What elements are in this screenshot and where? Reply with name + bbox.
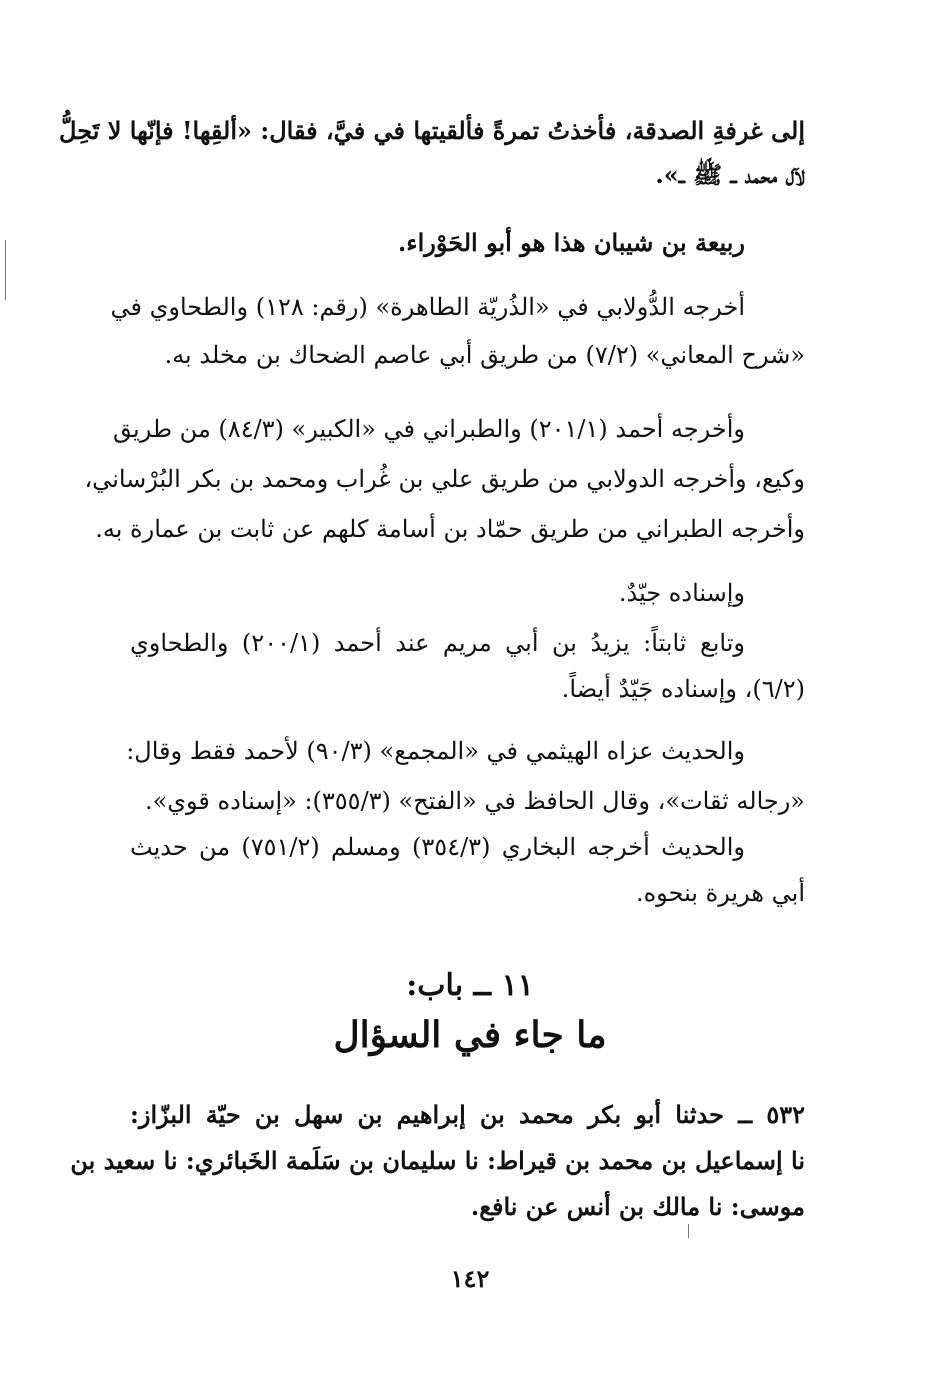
hadith-line: نا إسماعيل بن محمد بن قيراط: نا سليمان بن سَلَمة الخَبائري: نا سعيد بن <box>70 1146 805 1175</box>
text-line: وإسناده جيّدٌ. <box>618 579 745 607</box>
text-line: أخرجه الدُّولابي في «الذُريّة الطاهرة» (رقم: ١٢٨) والطحاوي في <box>110 293 745 321</box>
text-line: «شرح المعاني» (٧/٢) من طريق أبي عاصم الضحاك بن مخلد به. <box>164 341 805 369</box>
text-line: وأخرجه أحمد (٢٠١/١) والطبراني في «الكبير» (٨٤/٣) من طريق <box>113 415 745 443</box>
text-line: (٦/٢)، وإسناده جَيّدٌ أيضاً. <box>561 675 805 703</box>
page-number: ١٤٢ <box>450 1264 490 1293</box>
text-line: وتابع ثابتاً: يزيدُ بن أبي مريم عند أحمد (٢٠٠/١) والطحاوي <box>130 629 745 657</box>
hadith-line: ٥٣٢ ــ حدثنا أبو بكر محمد بن إبراهيم بن سهل بن حيّة البزّاز: <box>130 1100 805 1129</box>
hadith-line: موسى: نا مالك بن أنس عن نافع. <box>470 1192 805 1221</box>
scan-mark <box>5 240 6 300</box>
text-line: والحديث عزاه الهيثمي في «المجمع» (٩٠/٣) لأحمد فقط وقال: <box>126 737 745 765</box>
text-line: أبي هريرة بنحوه. <box>635 879 805 907</box>
chapter-number: ١١ ــ باب: <box>406 968 534 1003</box>
scan-mark <box>688 1224 689 1238</box>
chapter-title: ما جاء في السؤال <box>333 1014 607 1056</box>
text-line: وأخرجه الطبراني من طريق حمّاد بن أسامة كلهم عن ثابت بن عمارة به. <box>95 515 805 543</box>
text-line: لآل محمد ــ ﷺ ــ». <box>655 160 805 189</box>
text-line: ربيعة بن شيبان هذا هو أبو الحَوْراء. <box>397 228 745 257</box>
text-line: وكيع، وأخرجه الدولابي من طريق علي بن غُراب ومحمد بن بكر البُرْساني، <box>84 465 805 493</box>
text-line: والحديث أخرجه البخاري (٣٥٤/٣) ومسلم (٧٥١/٢) من حديث <box>130 833 745 861</box>
text-line: «رجاله ثقات»، وقال الحافظ في «الفتح» (٣٥٥/٣): «إسناده قوي». <box>144 787 805 815</box>
text-line: إلى غرفةِ الصدقة، فأخذتُ تمرةً فألقيتها في فيَّ، فقال: «ألقِها! فإنّها لا تَحِلُّ <box>59 116 805 145</box>
